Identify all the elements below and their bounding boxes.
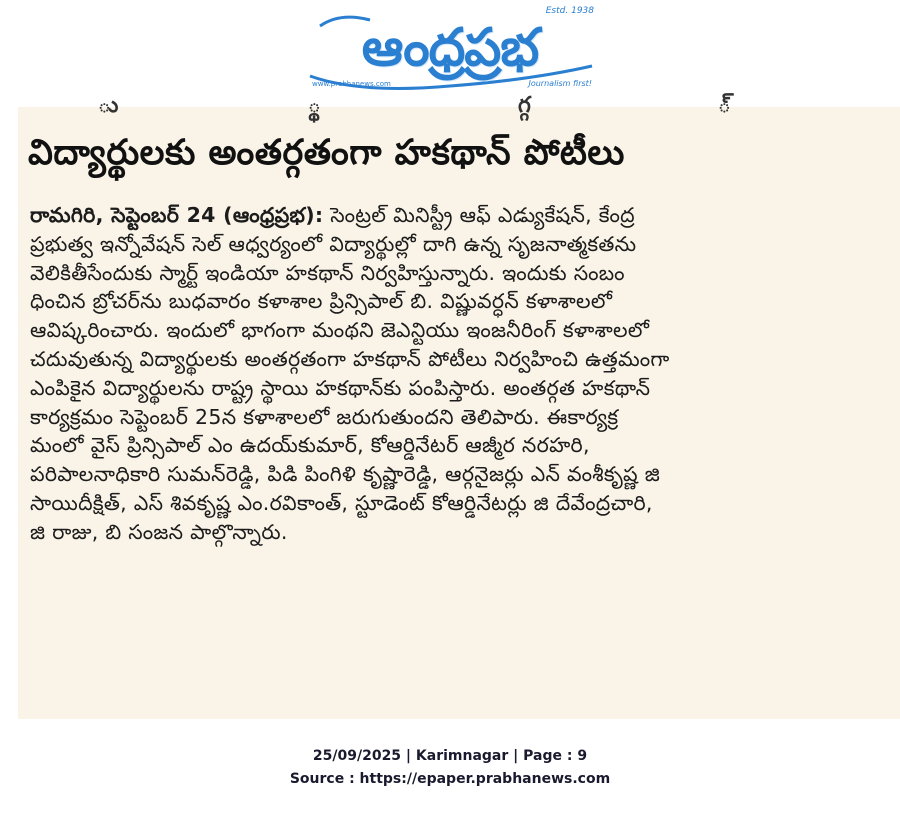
body-line-9: మంలో వైస్ ప్రిన్సిపాల్ ఎం ఉదయ్‌కుమార్, కోఆర్డినేటర్ ఆజ్మీర నరహరి, [30, 433, 590, 458]
body-line-4: ధించిన బ్రోచర్‌ను బుధవారం కళాశాల ప్రిన్సిపాల్ బి. విష్ణువర్ధన్ కళాశాలలో [30, 289, 613, 314]
newspaper-logo [300, 6, 600, 98]
body-line-7: ఎంపికైన విద్యార్థులను రాష్ట్ర స్థాయి హకథాన్‌కు పంపిస్తారు. అంతర్గత హకథాన్ [30, 375, 651, 400]
article-body [30, 201, 896, 547]
logo-url: www.prabhanews.com [312, 80, 391, 88]
body-line-1-text: సెంట్రల్ మినిస్ట్రీ ఆఫ్ ఎడ్యుకేషన్, కేంద్ర [323, 203, 635, 227]
logo-tagline: Journalism first! [528, 79, 592, 88]
source-url: Source : https://epaper.prabhanews.com [289, 771, 611, 787]
logo-wordmark: ఆంధ్రప్రభ [361, 18, 539, 78]
body-line-2: ప్రభుత్వ ఇన్నోవేషన్ సెల్ ఆధ్వర్యంలో విద్యార్థుల్లో దాగి ఉన్న సృజనాత్మకతను [30, 231, 637, 256]
body-line-5: ఆవిష్కరించారు. ఇందులో భాగంగా మంథని జెఎన్టియు ఇంజనీరింగ్ కళాశాలలో [30, 318, 650, 343]
cut-off-previous-line: ు ్థ గ్గ ్ [98, 93, 731, 118]
article-clipping [18, 93, 900, 719]
article-dateline: రామగిరి, సెప్టెంబర్ 24 (ఆంధ్రప్రభ): [30, 203, 324, 227]
article-headline: విద్యార్థులకు అంతర్గతంగా హకథాన్ పోటీలు [28, 133, 625, 173]
body-line-10: పరిపాలనాధికారి సుమన్‌రెడ్డి, పిడి పింగిళి కృష్ణారెడ్డి, ఆర్గనైజర్లు ఎన్ వంశీకృష్ణ జి [30, 462, 661, 487]
logo-estd: Estd. 1938 [545, 6, 594, 16]
body-line-8: కార్యక్రమం సెప్టెంబర్ 25న కళాశాలలో జరుగుతుందని తెలిపారు. ఈకార్యక్ర [30, 404, 619, 429]
page-footer [0, 745, 900, 791]
edition-meta: 25/09/2025 | Karimnagar | Page : 9 [312, 748, 588, 764]
body-line-11: సాయిదీక్షిత్, ఎస్ శివకృష్ణ ఎం.రవికాంత్, స్టూడెంట్ కోఆర్డినేటర్లు జి దేవేంద్రచారి, [30, 490, 653, 515]
body-line-12: జి రాజు, బి సంజన పాల్గొన్నారు. [30, 519, 288, 544]
body-line-3: వెలికితీసేందుకు స్మార్ట్ ఇండియా హకథాన్ నిర్వహిస్తున్నారు. ఇందుకు సంబం [30, 260, 625, 285]
body-line-1 [30, 201, 896, 230]
masthead [0, 0, 900, 105]
body-line-6: చదువుతున్న విద్యార్థులకు అంతర్గతంగా హకథాన్ పోటీలు నిర్వహించి ఉత్తమంగా [30, 346, 670, 371]
